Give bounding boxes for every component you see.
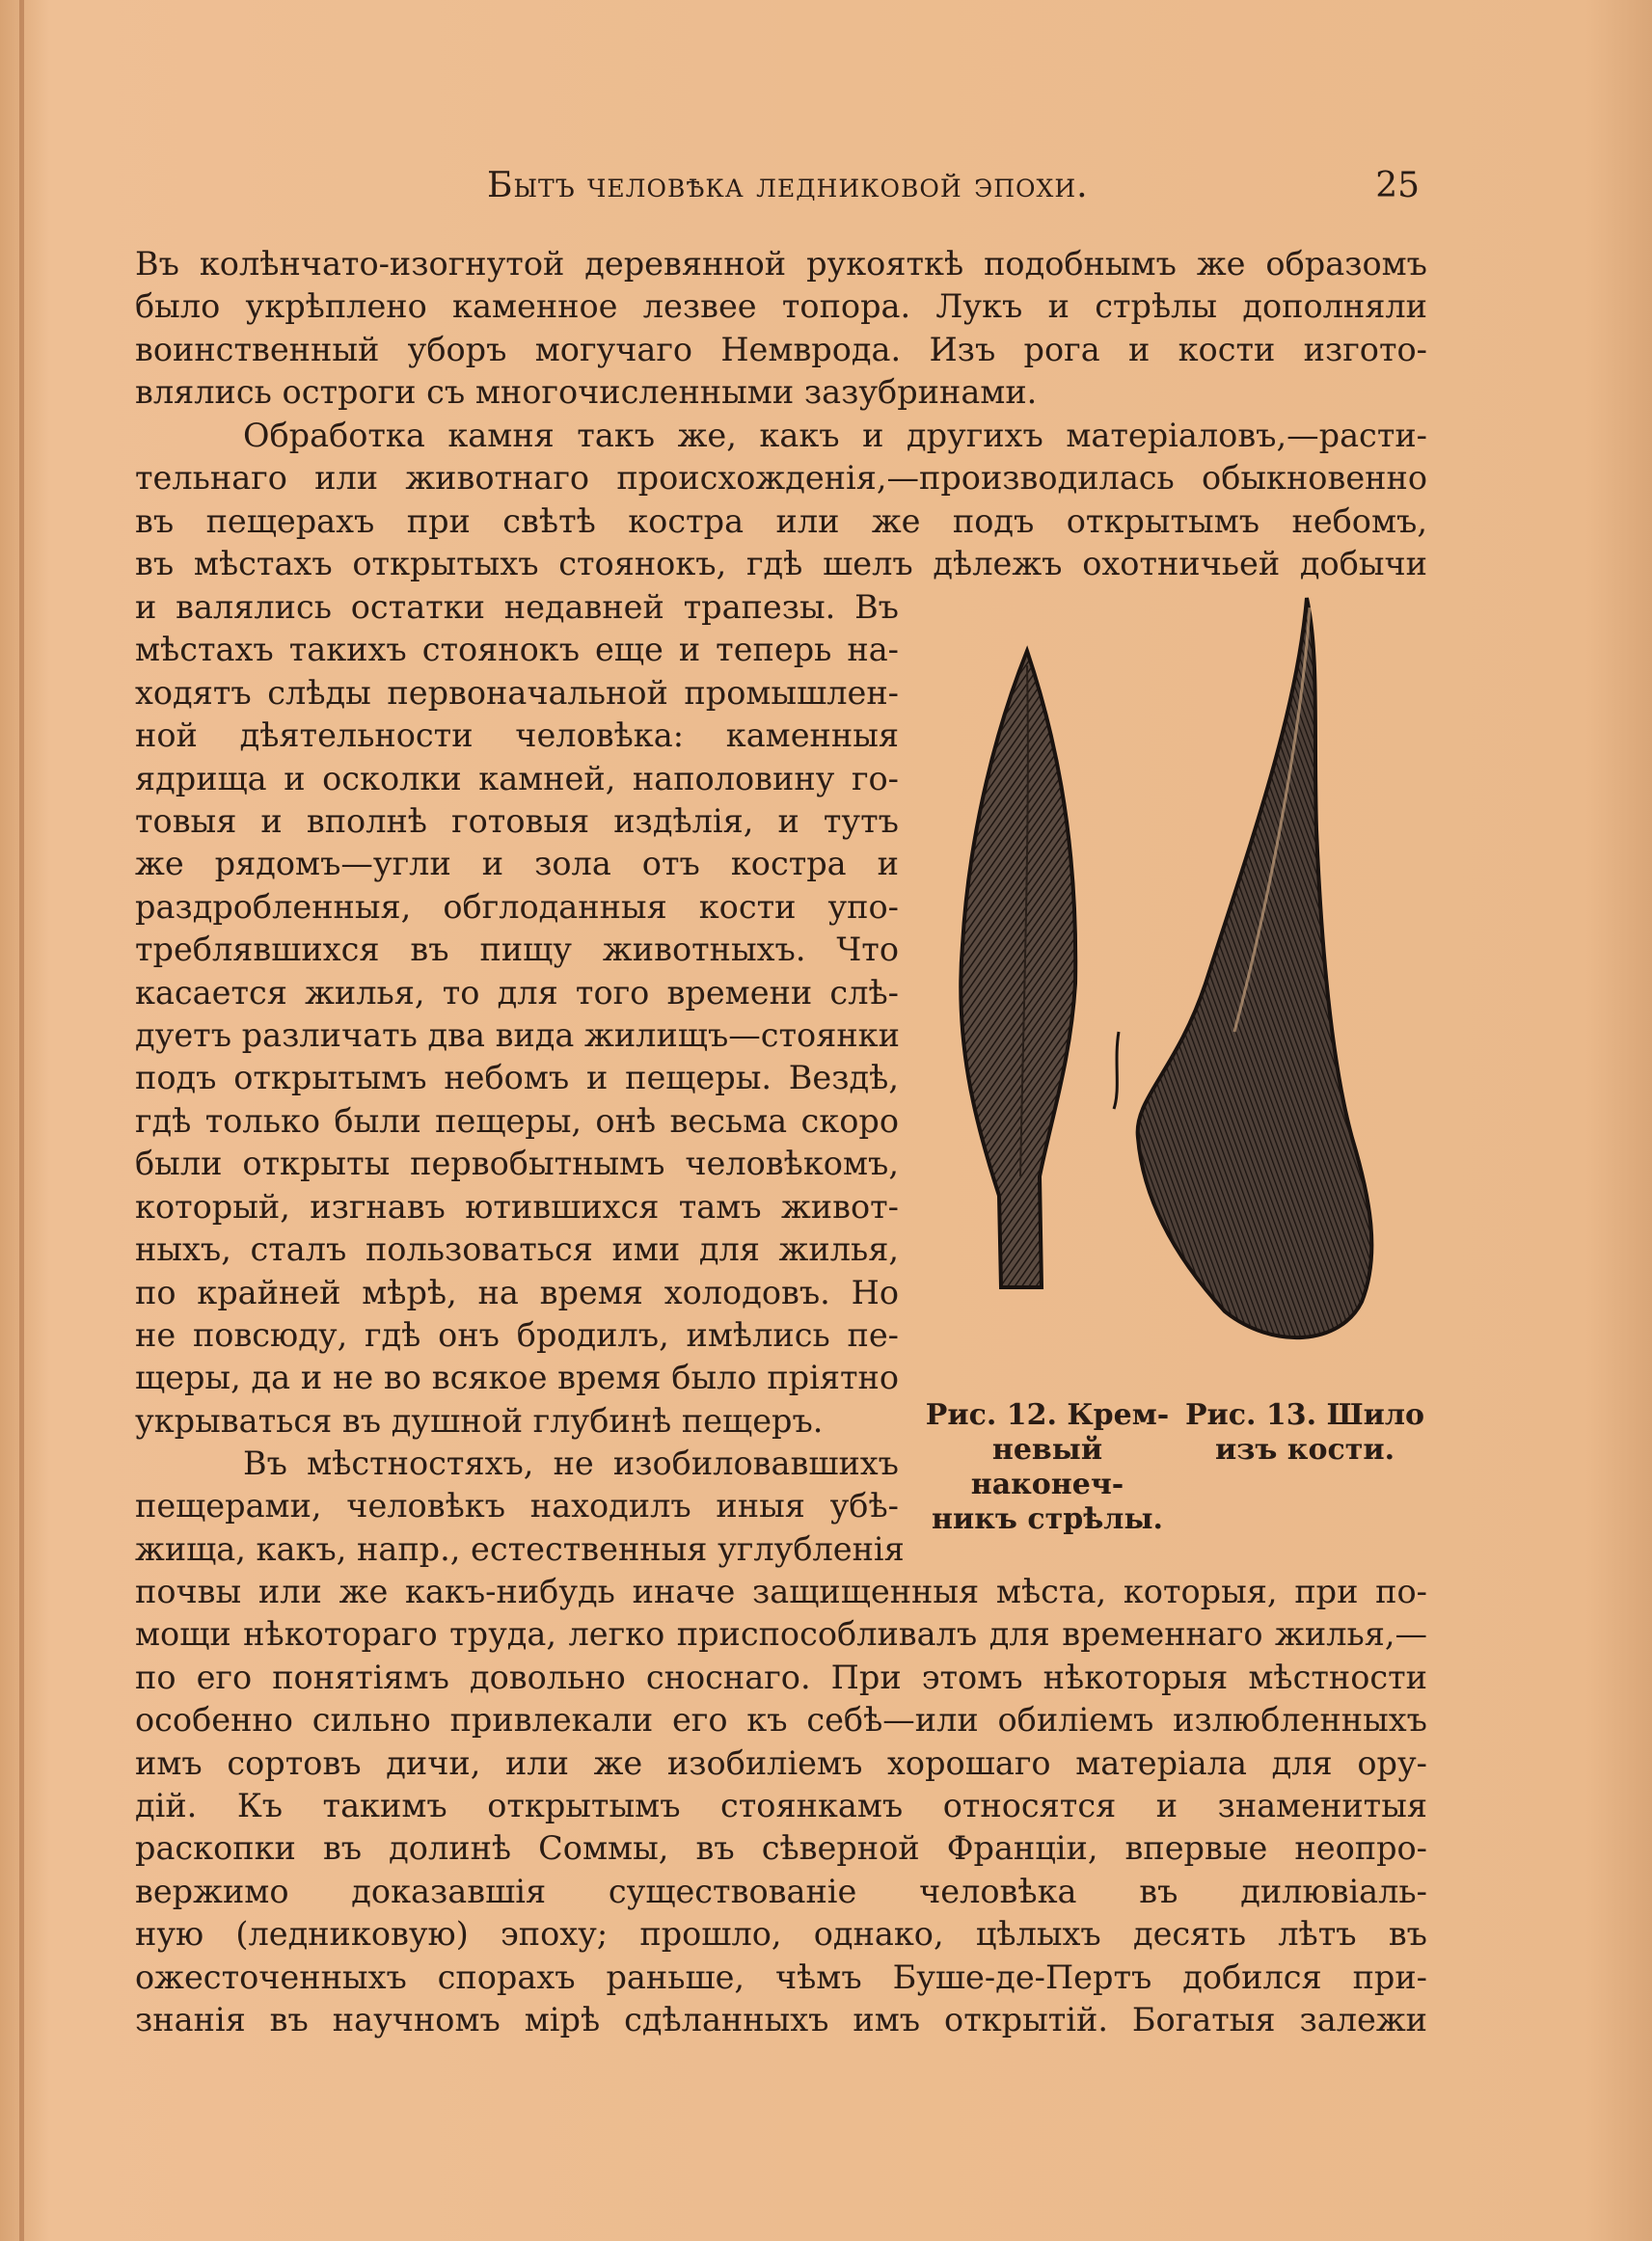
text-line: знанія въ научномъ мірѣ сдѣланныхъ имъ открытій. Богатыя залежи bbox=[135, 2001, 1427, 2039]
text-line: было укрѣплено каменное лезвее топора. Лукъ и стрѣлы дополняли bbox=[135, 287, 1427, 326]
text-line: который, изгнавъ ютившихся тамъ живот- bbox=[135, 1187, 899, 1226]
paragraph-3-full bbox=[135, 1571, 1427, 2041]
text-line: имъ сортовъ дичи, или же изобиліемъ хорошаго матеріала для ору- bbox=[135, 1743, 1427, 1782]
text-line: мощи нѣкотораго труда, легко приспособливалъ для временнаго жилья,— bbox=[135, 1615, 1427, 1654]
text-line: ходятъ слѣды первоначальной промышлен- bbox=[135, 673, 899, 712]
text-line: ную (ледниковую) эпоху; прошло, однако, цѣлыхъ десять лѣтъ въ bbox=[135, 1915, 1427, 1954]
text-line: воинственный уборъ могучаго Немврода. Изъ рога и кости изгото- bbox=[135, 330, 1427, 368]
text-line: Въ колѣнчато-изогнутой деревянной рукояткѣ подобнымъ же образомъ bbox=[135, 245, 1427, 283]
text-line: дій. Къ такимъ открытымъ стоянкамъ относятся и знаменитыя bbox=[135, 1787, 1427, 1825]
figure-area bbox=[916, 579, 1427, 1369]
paragraph-3-column bbox=[135, 1443, 905, 1571]
text-line: Обработка камня такъ же, какъ и другихъ матеріаловъ,—расти- bbox=[243, 417, 1427, 454]
text-line: ожесточенныхъ спорахъ раньше, чѣмъ Буше-де-Пертъ добился при- bbox=[135, 1958, 1427, 1996]
text-line: тельнаго или животнаго происхожденія,—производилась обыкновенно bbox=[135, 459, 1427, 498]
text-line: въ мѣстахъ открытыхъ стоянокъ, гдѣ шелъ дѣлежъ охотничьей добычи bbox=[135, 545, 1427, 583]
text-line: укрываться въ душной глубинѣ пещеръ. bbox=[135, 1401, 824, 1440]
text-line: особенно сильно привлекали его къ себѣ—или обиліемъ излюбленныхъ bbox=[135, 1701, 1427, 1740]
caption-line: изъ кости. bbox=[1214, 1433, 1395, 1467]
text-line: раздробленныя, обглоданныя кости упо- bbox=[135, 887, 899, 926]
text-line: ной дѣятельности человѣка: каменныя bbox=[135, 716, 899, 755]
figure-12-caption bbox=[916, 1398, 1178, 1537]
paragraph-2-column bbox=[135, 586, 899, 1443]
text-line: влялись остроги съ многочисленными зазубринами. bbox=[135, 373, 1038, 412]
caption-line: никъ стрѣлы. bbox=[932, 1502, 1163, 1536]
figure-illustrations bbox=[916, 579, 1427, 1369]
text-line: товыя и вполнѣ готовыя издѣлія, и тутъ bbox=[135, 802, 899, 841]
text-line: ядрища и осколки камней, наполовину го- bbox=[135, 759, 899, 797]
text-line: щеры, да и не во всякое время было пріятно bbox=[135, 1359, 899, 1397]
flint-arrowhead-illustration bbox=[961, 651, 1075, 1287]
text-line: ныхъ, сталъ пользоваться ими для жилья, bbox=[135, 1230, 899, 1269]
text-line: по его понятіямъ довольно сноснаго. При этомъ нѣкоторыя мѣстности bbox=[135, 1658, 1427, 1696]
text-line: раскопки въ долинѣ Соммы, въ сѣверной Франціи, впервые неопро- bbox=[135, 1829, 1427, 1868]
bone-awl-illustration bbox=[1114, 598, 1371, 1337]
caption-line: Рис. 12. Крем- bbox=[925, 1398, 1170, 1432]
running-title: Бытъ человѣка ледниковой эпохи. bbox=[487, 166, 1089, 205]
paragraph-2-full bbox=[135, 415, 1427, 586]
text-line: мѣстахъ такихъ стоянокъ еще и теперь на- bbox=[135, 631, 899, 669]
text-line: вержимо доказавшія существованіе человѣка въ дилювіаль- bbox=[135, 1872, 1427, 1910]
text-line: по крайней мѣрѣ, на время холодовъ. Но bbox=[135, 1273, 899, 1311]
text-line: Въ мѣстностяхъ, не изобиловавшихъ bbox=[243, 1444, 899, 1482]
running-head bbox=[135, 166, 1427, 210]
text-line: подъ открытымъ небомъ и пещеры. Вездѣ, bbox=[135, 1059, 899, 1097]
caption-line: невый наконеч- bbox=[970, 1433, 1124, 1501]
text-line: дуетъ различать два вида жилищъ—стоянки bbox=[135, 1016, 900, 1055]
figure-13-caption bbox=[1178, 1398, 1431, 1468]
paragraph-top bbox=[135, 243, 1427, 415]
text-line: гдѣ только были пещеры, онѣ весьма скоро bbox=[135, 1101, 899, 1140]
text-line: пещерами, человѣкъ находилъ иныя убѣ- bbox=[135, 1487, 899, 1526]
text-line: треблявшихся въ пищу животныхъ. Что bbox=[135, 931, 899, 969]
text-line: жища, какъ, напр., естественныя углубленія bbox=[135, 1529, 905, 1568]
text-line: въ пещерахъ при свѣтѣ костра или же подъ открытымъ небомъ, bbox=[135, 501, 1427, 540]
text-line: были открыты первобытнымъ человѣкомъ, bbox=[135, 1145, 899, 1183]
text-line: почвы или же какъ-нибудь иначе защищенныя мѣста, которыя, при по- bbox=[135, 1573, 1427, 1610]
caption-line: Рис. 13. Шило bbox=[1184, 1398, 1425, 1432]
page-number: 25 bbox=[1375, 166, 1420, 205]
text-line: касается жилья, то для того времени слѣ- bbox=[135, 973, 899, 1012]
text-line: и валялись остатки недавней трапезы. Въ bbox=[135, 588, 899, 626]
text-line: же рядомъ—угли и зола отъ костра и bbox=[135, 845, 899, 883]
text-line: не повсюду, гдѣ онъ бродилъ, имѣлись пе- bbox=[135, 1315, 899, 1354]
